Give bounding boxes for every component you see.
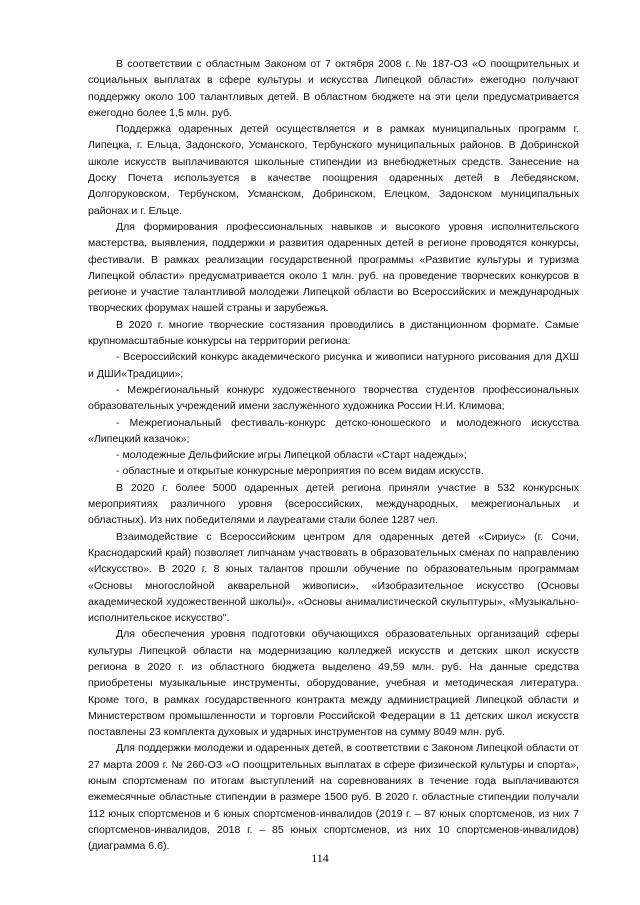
paragraph-sports-stipends: Для поддержки молодежи и одаренных детей, в соответствии с Законом Липецкой области от 27 марта 2009 г. № 260-ОЗ «О поощрительных выплатах в сфере физической культуры и спорта», юным спортсменам по итогам выступлений на соревнованиях в течение года выплачиваются ежемесячные областные стипендии в размере 1500 руб. В 2020 г. областные стипендии получали 112 юных спортсменов и 6 юных спортсменов-инвалидов (2019 г. – 87 юных спортсменов, из них 7 спортсменов-инвалидов, 2018 г. – 85 юных спортсменов, из них 10 спортсменов-инвалидов) (диаграмма 6.6). <box>88 742 579 853</box>
document-page <box>88 56 579 855</box>
paragraph-contest-participation: В 2020 г. более 5000 одаренных детей региона приняли участие в 532 конкурсных мероприятиях различного уровня (всероссийских, международных, межрегиональных и областных). Из них победителями и лауреатами стали более 1287 чел. <box>88 481 579 527</box>
paragraph-remote-contests-2020: В 2020 г. многие творческие состязания проводились в дистанционном формате. Самые крупномасштабные конкурсы на территории региона: <box>88 318 579 348</box>
list-item-lipetsk-kazachok: - Межрегиональный фестиваль-конкурс детско-юношеского и молодежного искусства «Липецкий казачок»; <box>88 416 579 445</box>
paragraph-sirius-center: Взаимодействие с Всероссийским центром для одаренных детей «Сириус» (г. Сочи, Краснодарский край) позволяет липчанам участвовать в образовательных сменах по направлению «Искусство». В 2020 г. 8 юных талантов прошли обучение по образовательным программам «Основы многослойной акварельной живописи», «Изобразительное искусство (Основы академической художественной школы)», «Основы анималистической скульптуры», «Музыкально-исполнительское искусство". <box>88 530 579 625</box>
paragraph-regional-law-2008: В соответствии с областным Законом от 7 октября 2008 г. № 187-ОЗ «О поощрительных и социальных выплатах в сфере культуры и искусства Липецкой области» ежегодно получают поддержку около 100 талантливых детей. В областном бюджете на эти цели предусматривается ежегодно более 1,5 млн. руб. <box>88 58 579 119</box>
paragraph-municipal-programs: Поддержка одаренных детей осуществляется и в рамках муниципальных программ г. Липецка, г. Ельца, Задонского, Усманского, Тербунского муниципальных районов. В Добринской школе искусств выплачиваются школьные стипендии из внебюджетных средств. Занесение на Доску Почета используется в качестве поощрения одаренных детей в Лебедянском, Долгоруковском, Тербунском, Усманском, Добринском, Елецком, Задонском муниципальных районах и г. Ельце. <box>88 123 579 217</box>
page-number: 114 <box>311 851 329 865</box>
list-item-regional-contests: - областные и открытые конкурсные мероприятия по всем видам искусств. <box>116 465 484 478</box>
paragraph-modernization: Для обеспечения уровня подготовки обучающихся образовательных организаций сферы культуры Липецкой области на модернизацию колледжей искусств и детских школ искусств региона в 2020 г. из областного бюджета выделено 49,59 млн. руб. На данные средства приобретены музыкальные инструменты, оборудование, учебная и методическая литература. Кроме того, в рамках государственного контракта между администрацией Липецкой области и Министерством промышленности и торговли Российской Федерации в 11 детских школ искусств поставлены 23 комплекта духовых и ударных инструментов на сумму 8049 млн. руб. <box>88 628 579 739</box>
paragraph-professional-skills: Для формирования профессиональных навыков и высокого уровня исполнительского мастерства, выявления, поддержки и развития одаренных детей в регионе проводятся конкурсы, фестивали. В рамках реализации государственной программы «Развитие культуры и туризма Липецкой области» предусматривается около 1 млн. руб. на проведение творческих конкурсов в регионе и участие талантливой молодежи Липецкой области во Всероссийских и международных творческих форумах нашей страны и зарубежья. <box>88 220 579 315</box>
list-item-delphic-games: - молодежные Дельфийские игры Липецкой области «Старт надежды»; <box>116 449 467 462</box>
list-item-traditions-contest: - Всероссийский конкурс академического рисунка и живописи натурного рисования для ДХШ и ДШИ«Традиции»; <box>88 351 579 380</box>
list-item-klimov-contest: - Межрегиональный конкурс художественного творчества студентов профессиональных образовательных учреждений имени заслуженного художника России Н.И. Климова; <box>88 383 579 413</box>
